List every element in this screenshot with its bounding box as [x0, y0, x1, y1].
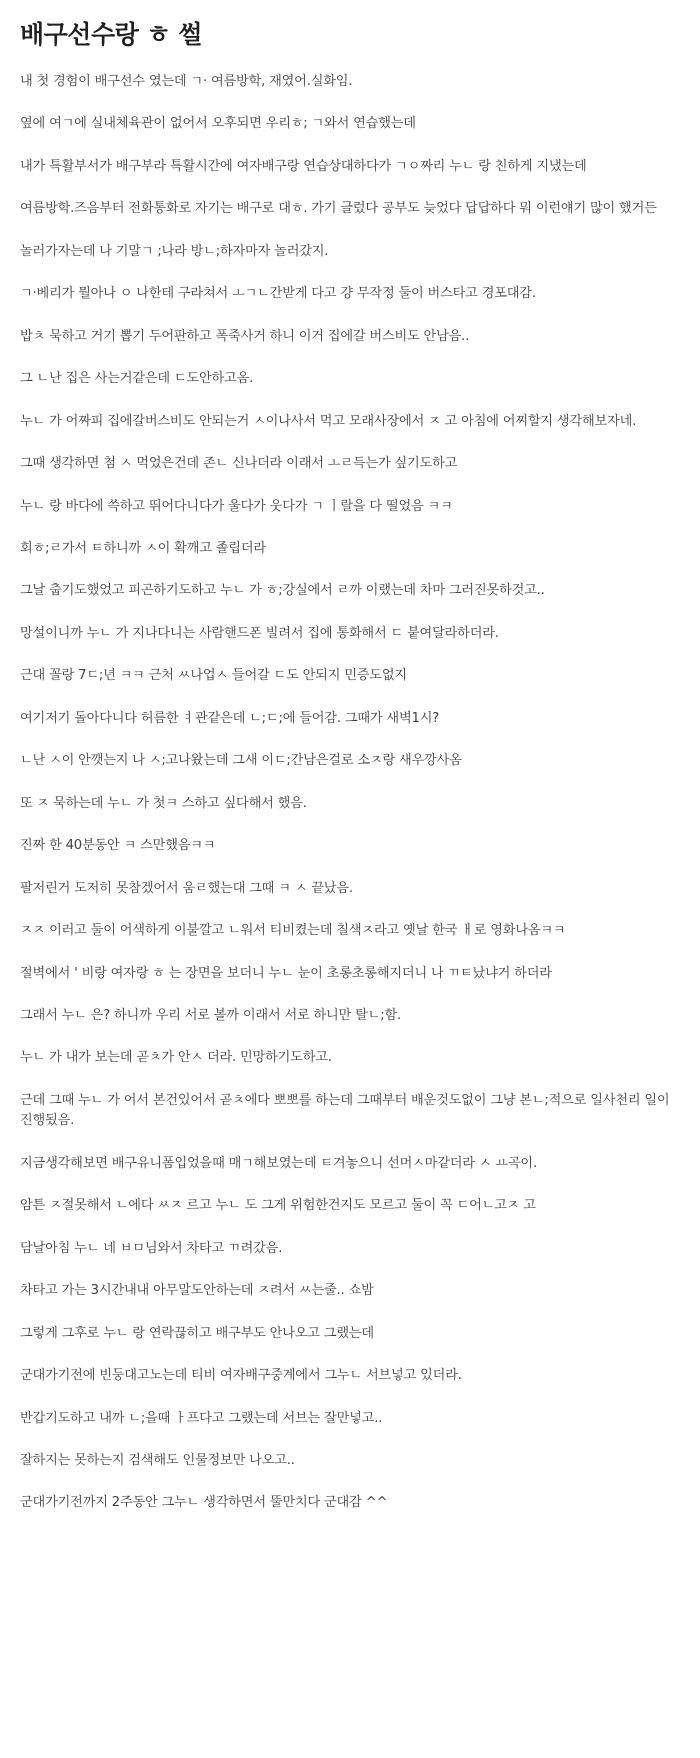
paragraph: 팔저린거 도저히 못참겠어서 움ㄹ했는대 그때 ㅋ ㅅ 끝났음. [20, 880, 353, 896]
paragraph: 반갑기도하고 내까 ㄴ;을때 ㅏ프다고 그랬는데 서브는 잘만넣고.. [20, 1410, 383, 1426]
paragraph: 그때 생각하면 첨 ㅅ 먹었은건데 존ㄴ 신나더라 이래서 ㅗㄹ득는가 싶기도하고 [20, 456, 458, 472]
paragraph: 잘하지는 못하는지 검색해도 인물정보만 나오고.. [20, 1452, 295, 1468]
paragraph: 망설이니까 누ㄴ 가 지나다니는 사람핸드폰 빌려서 집에 통화해서 ㄷ 붙여달라하더라. [20, 625, 499, 641]
paragraph: ㄱ·베리가 뭘아나 ㅇ 나한테 구라쳐서 ㅗㄱㄴ간받게 다고 걍 무작정 둘이 버스타고 경포대감. [20, 286, 536, 302]
paragraph: 절벽에서 ' 비랑 여자랑 ㅎ 는 장면을 보더니 누ㄴ 눈이 초롱초롱해지더니 나 ㄲㅌ났냐거 하더라 [20, 965, 552, 981]
paragraph: 그 ㄴ난 집은 사는거같은데 ㄷ도안하고옴. [20, 371, 254, 387]
page-title: 배구선수랑 ㅎ 썰 [20, 20, 202, 49]
paragraph: ㄴ난 ㅅ이 안깻는지 나 ㅅ;고나왔는데 그새 이ㄷ;간남은걸로 소ㅈ랑 새우깡사옴 [20, 753, 462, 769]
paragraph: 밥ㅊ 묵하고 거기 뽑기 두어판하고 폭죽사거 하니 이거 집에갈 버스비도 안남음.. [20, 328, 470, 344]
paragraph: ㅈㅈ 이러고 둘이 어색하게 이불깔고 ㄴ워서 티비켰는데 칠색ㅈ라고 옛날 한국 ㅐ로 영화나옴ㅋㅋ [20, 923, 566, 939]
paragraph: 그래서 누ㄴ 은? 하니까 우리 서로 볼까 이래서 서로 하니만 탈ㄴ;함. [20, 1007, 401, 1023]
paragraph: 그날 춥기도했었고 피곤하기도하고 누ㄴ 가 ㅎ;강실에서 ㄹ까 이랬는데 차마 그러진못하것고.. [20, 583, 545, 599]
paragraph: 그렇게 그후로 누ㄴ 랑 연락끊히고 배구부도 안나오고 그랬는데 [20, 1325, 374, 1341]
paragraph: 지금생각해보면 배구유니폼입었을때 매ㄱ해보였는데 ㅌ겨놓으니 선머ㅅ마같더라 ㅅ ㅛ곡이. [20, 1155, 537, 1171]
paragraph: 진짜 한 40분동안 ㅋ 스만했음ㅋㅋ [20, 838, 216, 854]
paragraph: 근대 꼴랑 7ㄷ;년 ㅋㅋ 근처 ㅆ나업ㅅ 들어갈 ㄷ도 안되지 민증도없지 [20, 668, 407, 684]
paragraph: 여기저기 돌아다니다 허름한 ㅕ관같은데 ㄴ;ㄷ;에 들어감. 그때가 새벽1시? [20, 710, 440, 726]
paragraph: 회ㅎ;ㄹ가서 ㅌ하니까 ㅅ이 확깨고 졸립더라 [20, 540, 266, 556]
paragraph: 차타고 가는 3시간내내 아무말도안하는데 ㅈ려서 ㅆ는줄.. 쇼밤 [20, 1283, 374, 1299]
paragraph: 암튼 ㅈ절못해서 ㄴ에다 ㅆㅈ 르고 누ㄴ 도 그게 위험한건지도 모르고 둘이 꼭 ㄷ어ㄴ고ㅈ 고 [20, 1198, 536, 1214]
paragraph: 누ㄴ 랑 바다에 쓱하고 뛰어다니다가 울다가 웃다가 ㄱ ㅣ랄을 다 떨었음 ㅋㅋ [20, 498, 453, 514]
paragraph: 근데 그때 누ㄴ 가 어서 본건있어서 곧ㅊ에다 뽀뽀를 하는데 그때부터 배운것도없이 그냥 본ㄴ;적으로 일사천리 일이 진행됬음. [20, 1092, 670, 1129]
paragraph: 담날아침 누ㄴ 네 ㅂㅁ님와서 차타고 ㄲ려갔음. [20, 1240, 283, 1256]
paragraph: 군대가기전에 빈둥대고노는데 티비 여자배구중계에서 그누ㄴ 서브넣고 있더라. [20, 1368, 462, 1384]
paragraph: 놀러가자는데 나 기말ㄱ ;나라 방ㄴ;하자마자 놀러갔지. [20, 243, 329, 259]
post-body [18, 72, 682, 1514]
paragraph: 누ㄴ 가 내가 보는데 곧ㅊ가 안ㅅ 더라. 민망하기도하고. [20, 1050, 332, 1066]
paragraph: 누ㄴ 가 어짜피 집에갈버스비도 안되는거 ㅅ이나사서 먹고 모래사장에서 ㅈ 고 아침에 어찌할지 생각해보자네. [20, 413, 637, 429]
paragraph: 옆에 여ㄱ에 실내체육관이 없어서 오후되면 우리ㅎ; ㄱ와서 연습했는데 [20, 116, 416, 132]
paragraph: 내가 특활부서가 배구부라 특활시간에 여자배구랑 연습상대하다가 ㄱㅇ짜리 누ㄴ 랑 친하게 지냈는데 [20, 158, 587, 174]
paragraph: 내 첫 경험이 배구선수 였는데 ㄱ· 여름방학, 재였어.실화임. [20, 74, 353, 89]
paragraph: 군대가기전까지 2주동안 그누ㄴ 생각하면서 뚤만치다 군대감 ^^ [20, 1495, 388, 1511]
paragraph: 또 ㅈ 묵하는데 누ㄴ 가 첫ㅋ 스하고 싶다해서 했음. [20, 795, 307, 811]
paragraph: 여름방학.즈음부터 전화통화로 자기는 배구로 대ㅎ. 가기 글렀다 공부도 늦었다 답답하다 뭐 이런얘기 많이 했거든 [20, 201, 657, 217]
